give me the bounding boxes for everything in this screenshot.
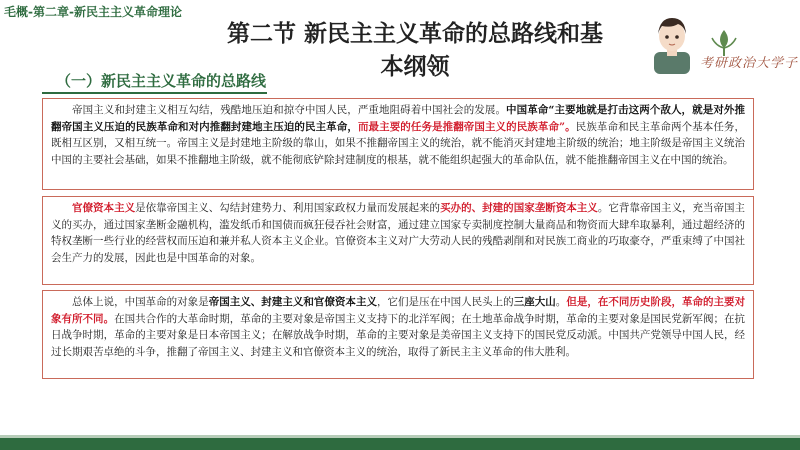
paragraph-general-line bbox=[43, 99, 753, 172]
footer-band bbox=[0, 438, 800, 450]
breadcrumb: 毛概-第二章-新民主主义革命理论 bbox=[4, 5, 182, 19]
brand-logo-text: 考研政治大学子 bbox=[700, 56, 799, 71]
text-bold: 帝国主义、封建主义和官僚资本主义 bbox=[208, 296, 377, 308]
text-plain: 。 bbox=[555, 296, 567, 308]
text-box-bureaucratic-capitalism bbox=[42, 196, 754, 285]
page-title bbox=[205, 18, 625, 84]
page-title-line1: 第二节 新民主主义革命的总路线和基 bbox=[226, 21, 603, 47]
text-emphasis: 而最主要的任务是推翻帝国主义的民族革命”。 bbox=[357, 120, 576, 133]
left-margin bbox=[0, 0, 16, 450]
text-box-general-line bbox=[42, 98, 754, 190]
avatar bbox=[650, 14, 694, 74]
text-plain: 民族革命和民主革命两个基本任务，既相互区别，又相互统一。帝国主义是封建地主阶级的靠山，如果不推翻帝国主义的统治，就不能消灭封建地主阶级的统治；地主阶级是帝国主义统治中国的主要社会基础，如果不推翻地主阶级，就不能彻底铲除封建制度的根基，就不能组织起强大的革命队伍，就不能推翻帝国主义在中国的统治。 bbox=[51, 120, 746, 166]
text-emphasis: 官僚资本主义 bbox=[72, 202, 136, 214]
text-emphasis: 但是，在不同历史阶段，革命的主要对象有所不同。 bbox=[51, 296, 746, 325]
paragraph-bureaucratic-capitalism bbox=[43, 197, 753, 270]
text-bold: 中国革命“主要地就是打击这两个敌人，就是对外推翻帝国主义压迫的民族革命和对内推翻封建地主压迫的民主革命， bbox=[51, 104, 745, 133]
text-plain: ，它们是压在中国人民头上的 bbox=[376, 296, 514, 308]
text-plain: 。它背靠帝国主义，充当帝国主义的买办，通过国家垄断金融机构，滥发纸币和国债而疯狂侵吞社会财富，通过建立国家专卖制度控制大量商品和物资而大肆牟取暴利，通过超经济的特权垄断一些行业的经营权而压迫和兼并私人资本主义企业。官僚资本主义对广大劳动人民的残酷剥削和对民族工商业的巧取豪夺，严重束缚了中国社会生产力的发展，因此也是中国革命的对象。 bbox=[51, 202, 746, 264]
text-plain: 总体上说，中国革命的对象是 bbox=[72, 296, 209, 308]
text-plain: 帝国主义和封建主义相互勾结，残酷地压迫和掠夺中国人民，严重地阻碍着中国社会的发展。 bbox=[72, 104, 507, 116]
section-divider bbox=[42, 92, 267, 94]
section-heading: （一）新民主主义革命的总路线 bbox=[56, 72, 267, 90]
text-emphasis: 买办的、封建的国家垄断资本主义 bbox=[440, 202, 598, 214]
page-title-line2: 本纲领 bbox=[380, 54, 450, 80]
text-bold: 三座大山 bbox=[513, 296, 556, 308]
paragraph-revolution-targets bbox=[43, 291, 753, 364]
text-box-revolution-targets bbox=[42, 290, 754, 379]
text-plain: 在国共合作的大革命时期，革命的主要对象是帝国主义支持下的北洋军阀；在土地革命战争时期，革命的主要对象是国民党新军阀；在抗日战争时期，革命的主要对象是日本帝国主义；在解放战争时期，革命的主要对象是美帝国主义支持下的国民党反动派。中国共产党领导中国人民，经过长期艰苦卓绝的斗争，推翻了帝国主义、封建主义和官僚资本主义的统治，取得了新民主主义革命的伟大胜利。 bbox=[51, 312, 745, 358]
text-plain: 是依靠帝国主义、勾结封建势力、利用国家政权力量而发展起来的 bbox=[135, 202, 441, 214]
